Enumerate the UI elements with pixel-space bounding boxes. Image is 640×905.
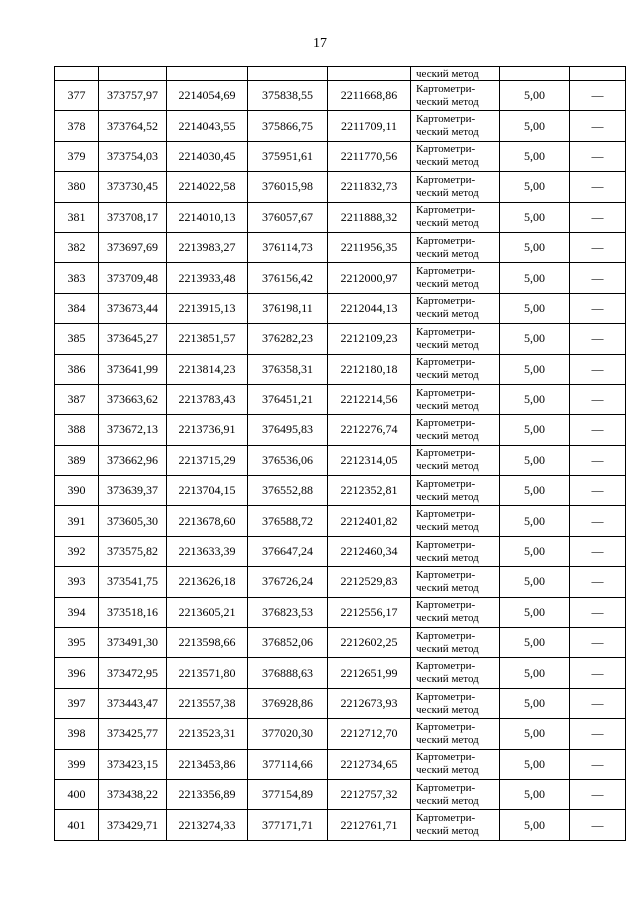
point-number-cell: 387: [55, 384, 99, 414]
x1-cell: 373673,44: [99, 293, 167, 323]
description-cell: —: [570, 324, 626, 354]
y1-cell: 2214010,13: [167, 202, 248, 232]
method-line-1: Картометри-: [416, 234, 476, 247]
x2-cell: 377020,30: [248, 719, 328, 749]
method-line-1: Картометри-: [416, 325, 476, 338]
x2-cell: 376588,72: [248, 506, 328, 536]
description-cell: —: [570, 232, 626, 262]
point-number-cell: 384: [55, 293, 99, 323]
method-cell: [411, 567, 500, 597]
y2-cell: 2212460,34: [328, 536, 411, 566]
point-number-cell: 395: [55, 628, 99, 658]
method-cell: [411, 324, 500, 354]
method-line-1: Картометри-: [416, 113, 476, 126]
method-line-2: ческий метод: [416, 794, 479, 807]
x2-cell: 375951,61: [248, 141, 328, 171]
accuracy-cell: 5,00: [500, 810, 570, 840]
method-cell: [411, 688, 500, 718]
method-line-2: ческий метод: [416, 703, 479, 716]
method-line-2: ческий метод: [416, 733, 479, 746]
y2-cell: 2212602,25: [328, 628, 411, 658]
x2-cell: 376823,53: [248, 597, 328, 627]
y1-cell: 2214043,55: [167, 111, 248, 141]
method-line-2: ческий метод: [416, 521, 479, 534]
x1-cell: 373708,17: [99, 202, 167, 232]
point-number-cell: 386: [55, 354, 99, 384]
method-line-2: ческий метод: [416, 490, 479, 503]
point-number-cell: 382: [55, 232, 99, 262]
point-number-cell: 377: [55, 81, 99, 111]
accuracy-cell: 5,00: [500, 384, 570, 414]
point-number-cell: 385: [55, 324, 99, 354]
accuracy-cell: 5,00: [500, 476, 570, 506]
table-row: [55, 688, 626, 718]
x1-cell: 373639,37: [99, 476, 167, 506]
description-cell: —: [570, 749, 626, 779]
table-row: [55, 172, 626, 202]
method-line-1: Картометри-: [416, 386, 476, 399]
accuracy-cell: 5,00: [500, 111, 570, 141]
x1-cell: 373443,47: [99, 688, 167, 718]
description-cell: —: [570, 567, 626, 597]
x2-cell: 376888,63: [248, 658, 328, 688]
method-line-1: Картометри-: [416, 447, 476, 460]
x2-cell: 376198,11: [248, 293, 328, 323]
y2-cell: 2212651,99: [328, 658, 411, 688]
accuracy-cell: 5,00: [500, 779, 570, 809]
y2-cell: 2211709,11: [328, 111, 411, 141]
y2-cell: 2212180,18: [328, 354, 411, 384]
method-cell: [411, 749, 500, 779]
method-line-2: ческий метод: [416, 825, 479, 838]
y1-cell: 2213633,39: [167, 536, 248, 566]
x2-cell: 376114,73: [248, 232, 328, 262]
point-number-cell: 401: [55, 810, 99, 840]
method-line-2: ческий метод: [416, 338, 479, 351]
x2-cell: 376015,98: [248, 172, 328, 202]
point-number-cell: 397: [55, 688, 99, 718]
accuracy-cell: 5,00: [500, 536, 570, 566]
table-row: [55, 719, 626, 749]
method-line-2: ческий метод: [416, 429, 479, 442]
method-line-2: ческий метод: [416, 673, 479, 686]
y1-cell: 2213626,18: [167, 567, 248, 597]
accuracy-cell: 5,00: [500, 263, 570, 293]
accuracy-cell: 5,00: [500, 81, 570, 111]
method-cell: [411, 172, 500, 202]
x1-cell: 373641,99: [99, 354, 167, 384]
y1-cell: 2213605,21: [167, 597, 248, 627]
table-row: [55, 324, 626, 354]
accuracy-cell: 5,00: [500, 597, 570, 627]
x2-cell: 376282,23: [248, 324, 328, 354]
y2-cell: 2212757,32: [328, 779, 411, 809]
point-number-cell: 399: [55, 749, 99, 779]
method-line-1: Картометри-: [416, 599, 476, 612]
method-line-1: Картометри-: [416, 82, 476, 95]
method-line-1: Картометри-: [416, 265, 476, 278]
table-row: [55, 506, 626, 536]
method-line-2: ческий метод: [416, 247, 479, 260]
y1-cell: 2213736,91: [167, 415, 248, 445]
point-number-cell: 392: [55, 536, 99, 566]
x2-cell: 376358,31: [248, 354, 328, 384]
x1-cell: 373491,30: [99, 628, 167, 658]
point-number-cell: 394: [55, 597, 99, 627]
method-cell: [411, 293, 500, 323]
table-row: [55, 232, 626, 262]
point-number-cell: 388: [55, 415, 99, 445]
method-line-2: ческий метод: [416, 186, 479, 199]
accuracy-cell: 5,00: [500, 232, 570, 262]
y2-cell: 2212529,83: [328, 567, 411, 597]
x2-cell: 376451,21: [248, 384, 328, 414]
method-line-1: Картометри-: [416, 568, 476, 581]
y1-cell: 2214054,69: [167, 81, 248, 111]
description-cell: —: [570, 172, 626, 202]
accuracy-cell: 5,00: [500, 445, 570, 475]
x2-cell: 376536,06: [248, 445, 328, 475]
accuracy-cell: 5,00: [500, 202, 570, 232]
description-cell: —: [570, 628, 626, 658]
method-line-2: ческий метод: [416, 551, 479, 564]
method-line-1: Картометри-: [416, 356, 476, 369]
description-cell: —: [570, 202, 626, 232]
table-cell: [248, 67, 328, 81]
y2-cell: 2212276,74: [328, 415, 411, 445]
y2-cell: 2212734,65: [328, 749, 411, 779]
coordinates-table: [54, 66, 626, 841]
page-number: 17: [313, 36, 327, 51]
table-row: [55, 597, 626, 627]
description-cell: —: [570, 688, 626, 718]
description-cell: —: [570, 658, 626, 688]
method-cell: [411, 415, 500, 445]
y2-cell: 2212109,23: [328, 324, 411, 354]
table-row: [55, 476, 626, 506]
x1-cell: 373730,45: [99, 172, 167, 202]
y1-cell: 2213783,43: [167, 384, 248, 414]
x2-cell: 376156,42: [248, 263, 328, 293]
method-cell: [411, 232, 500, 262]
description-cell: —: [570, 111, 626, 141]
y2-cell: 2212761,71: [328, 810, 411, 840]
x2-cell: 376495,83: [248, 415, 328, 445]
x2-cell: 377171,71: [248, 810, 328, 840]
x1-cell: 373575,82: [99, 536, 167, 566]
y1-cell: 2213715,29: [167, 445, 248, 475]
accuracy-cell: 5,00: [500, 141, 570, 171]
y1-cell: 2213571,80: [167, 658, 248, 688]
method-line-2: ческий метод: [416, 764, 479, 777]
x1-cell: 373518,16: [99, 597, 167, 627]
method-line-2: ческий метод: [416, 217, 479, 230]
method-line-2: ческий метод: [416, 308, 479, 321]
table-row: [55, 141, 626, 171]
y1-cell: 2213814,23: [167, 354, 248, 384]
table-row: [55, 293, 626, 323]
method-cell: [411, 111, 500, 141]
y1-cell: 2213523,31: [167, 719, 248, 749]
table-cell: [328, 67, 411, 81]
method-cell: [411, 202, 500, 232]
point-number-cell: 383: [55, 263, 99, 293]
table-row: [55, 384, 626, 414]
accuracy-cell: 5,00: [500, 688, 570, 718]
x1-cell: 373672,13: [99, 415, 167, 445]
y1-cell: 2214030,45: [167, 141, 248, 171]
y2-cell: 2212352,81: [328, 476, 411, 506]
x1-cell: 373645,27: [99, 324, 167, 354]
method-line-2: ческий метод: [416, 95, 479, 108]
method-cell: [411, 445, 500, 475]
y2-cell: 2212712,70: [328, 719, 411, 749]
accuracy-cell: 5,00: [500, 506, 570, 536]
x1-cell: 373541,75: [99, 567, 167, 597]
x2-cell: 376647,24: [248, 536, 328, 566]
method-line-2: ческий метод: [416, 581, 479, 594]
table-row: [55, 415, 626, 445]
x2-cell: 375866,75: [248, 111, 328, 141]
method-cell: [411, 597, 500, 627]
method-cell: [411, 810, 500, 840]
y2-cell: 2212044,13: [328, 293, 411, 323]
table-cell: [570, 67, 626, 81]
x2-cell: 376552,88: [248, 476, 328, 506]
method-cell: [411, 779, 500, 809]
x2-cell: 376057,67: [248, 202, 328, 232]
accuracy-cell: 5,00: [500, 172, 570, 202]
description-cell: —: [570, 81, 626, 111]
accuracy-cell: 5,00: [500, 567, 570, 597]
description-cell: —: [570, 476, 626, 506]
method-cell: [411, 263, 500, 293]
x1-cell: 373764,52: [99, 111, 167, 141]
method-cell: [411, 506, 500, 536]
method-line-1: Картометри-: [416, 204, 476, 217]
table-row: [55, 749, 626, 779]
description-cell: —: [570, 506, 626, 536]
point-number-cell: 380: [55, 172, 99, 202]
table-cell: [500, 67, 570, 81]
method-line-2: ческий метод: [416, 399, 479, 412]
x2-cell: 377154,89: [248, 779, 328, 809]
table-row: [55, 111, 626, 141]
y1-cell: 2213851,57: [167, 324, 248, 354]
y1-cell: 2213274,33: [167, 810, 248, 840]
method-line-2: ческий метод: [416, 156, 479, 169]
method-cell: [411, 658, 500, 688]
table-cell: [99, 67, 167, 81]
method-cell: [411, 536, 500, 566]
method-line-1: Картометри-: [416, 660, 476, 673]
method-line-1: Картометри-: [416, 781, 476, 794]
point-number-cell: 398: [55, 719, 99, 749]
description-cell: —: [570, 445, 626, 475]
x1-cell: 373429,71: [99, 810, 167, 840]
y2-cell: 2211888,32: [328, 202, 411, 232]
description-cell: —: [570, 384, 626, 414]
description-cell: —: [570, 141, 626, 171]
description-cell: —: [570, 810, 626, 840]
y2-cell: 2211770,56: [328, 141, 411, 171]
method-line-1: Картометри-: [416, 538, 476, 551]
accuracy-cell: 5,00: [500, 719, 570, 749]
point-number-cell: 378: [55, 111, 99, 141]
y2-cell: 2212314,05: [328, 445, 411, 475]
description-cell: —: [570, 354, 626, 384]
point-number-cell: 390: [55, 476, 99, 506]
y2-cell: 2212401,82: [328, 506, 411, 536]
table-row: [55, 779, 626, 809]
y1-cell: 2213983,27: [167, 232, 248, 262]
method-cell: [411, 476, 500, 506]
table-row: [55, 263, 626, 293]
accuracy-cell: 5,00: [500, 658, 570, 688]
y1-cell: 2213678,60: [167, 506, 248, 536]
method-line-1: Картометри-: [416, 143, 476, 156]
accuracy-cell: 5,00: [500, 354, 570, 384]
y1-cell: 2213704,15: [167, 476, 248, 506]
table-cell: [55, 67, 99, 81]
description-cell: —: [570, 719, 626, 749]
table-cell: [167, 67, 248, 81]
x1-cell: 373757,97: [99, 81, 167, 111]
method-line-1: Картометри-: [416, 690, 476, 703]
point-number-cell: 396: [55, 658, 99, 688]
description-cell: —: [570, 597, 626, 627]
continuation-row: [55, 67, 626, 81]
method-line-2: ческий метод: [416, 642, 479, 655]
y2-cell: 2211668,86: [328, 81, 411, 111]
method-cell: [411, 354, 500, 384]
table-row: [55, 536, 626, 566]
method-line-1: Картометри-: [416, 720, 476, 733]
table-row: [55, 81, 626, 111]
table-row: [55, 567, 626, 597]
description-cell: —: [570, 415, 626, 445]
table-row: [55, 445, 626, 475]
x1-cell: 373438,22: [99, 779, 167, 809]
method-line-2: ческий метод: [416, 460, 479, 473]
table-row: [55, 628, 626, 658]
method-line-2: ческий метод: [416, 369, 479, 382]
table-row: [55, 202, 626, 232]
method-line-1: Картометри-: [416, 508, 476, 521]
x1-cell: 373472,95: [99, 658, 167, 688]
table-row: [55, 658, 626, 688]
method-cell: [411, 141, 500, 171]
method-cell: [411, 628, 500, 658]
x1-cell: 373754,03: [99, 141, 167, 171]
x2-cell: 376726,24: [248, 567, 328, 597]
method-line-1: Картометри-: [416, 751, 476, 764]
x1-cell: 373697,69: [99, 232, 167, 262]
method-line-1: Картометри-: [416, 629, 476, 642]
accuracy-cell: 5,00: [500, 749, 570, 779]
point-number-cell: 389: [55, 445, 99, 475]
accuracy-cell: 5,00: [500, 293, 570, 323]
table-row: [55, 354, 626, 384]
method-line-1: Картометри-: [416, 295, 476, 308]
point-number-cell: 400: [55, 779, 99, 809]
y2-cell: 2211832,73: [328, 172, 411, 202]
y2-cell: 2212214,56: [328, 384, 411, 414]
point-number-cell: 381: [55, 202, 99, 232]
y2-cell: 2212673,93: [328, 688, 411, 718]
method-cell: [411, 719, 500, 749]
method-line-1: Картометри-: [416, 812, 476, 825]
x1-cell: 373423,15: [99, 749, 167, 779]
point-number-cell: 391: [55, 506, 99, 536]
description-cell: —: [570, 293, 626, 323]
method-cell: [411, 384, 500, 414]
description-cell: —: [570, 779, 626, 809]
table-row: [55, 810, 626, 840]
y1-cell: 2213915,13: [167, 293, 248, 323]
y2-cell: 2211956,35: [328, 232, 411, 262]
y1-cell: 2213598,66: [167, 628, 248, 658]
method-line-1: Картометри-: [416, 416, 476, 429]
description-cell: —: [570, 263, 626, 293]
method-cell: ческий метод: [411, 67, 500, 81]
method-cell: [411, 81, 500, 111]
accuracy-cell: 5,00: [500, 324, 570, 354]
point-number-cell: 379: [55, 141, 99, 171]
x2-cell: 377114,66: [248, 749, 328, 779]
method-line-2: ческий метод: [416, 278, 479, 291]
x1-cell: 373663,62: [99, 384, 167, 414]
x1-cell: 373425,77: [99, 719, 167, 749]
x2-cell: 376928,86: [248, 688, 328, 718]
x2-cell: 376852,06: [248, 628, 328, 658]
x1-cell: 373709,48: [99, 263, 167, 293]
accuracy-cell: 5,00: [500, 415, 570, 445]
x1-cell: 373605,30: [99, 506, 167, 536]
accuracy-cell: 5,00: [500, 628, 570, 658]
y2-cell: 2212556,17: [328, 597, 411, 627]
x1-cell: 373662,96: [99, 445, 167, 475]
y1-cell: 2213453,86: [167, 749, 248, 779]
method-line-2: ческий метод: [416, 612, 479, 625]
y1-cell: 2214022,58: [167, 172, 248, 202]
method-line-1: Картометри-: [416, 477, 476, 490]
y1-cell: 2213356,89: [167, 779, 248, 809]
y1-cell: 2213557,38: [167, 688, 248, 718]
method-line-2: ческий метод: [416, 126, 479, 139]
point-number-cell: 393: [55, 567, 99, 597]
y1-cell: 2213933,48: [167, 263, 248, 293]
description-cell: —: [570, 536, 626, 566]
y2-cell: 2212000,97: [328, 263, 411, 293]
x2-cell: 375838,55: [248, 81, 328, 111]
method-line-1: Картометри-: [416, 173, 476, 186]
